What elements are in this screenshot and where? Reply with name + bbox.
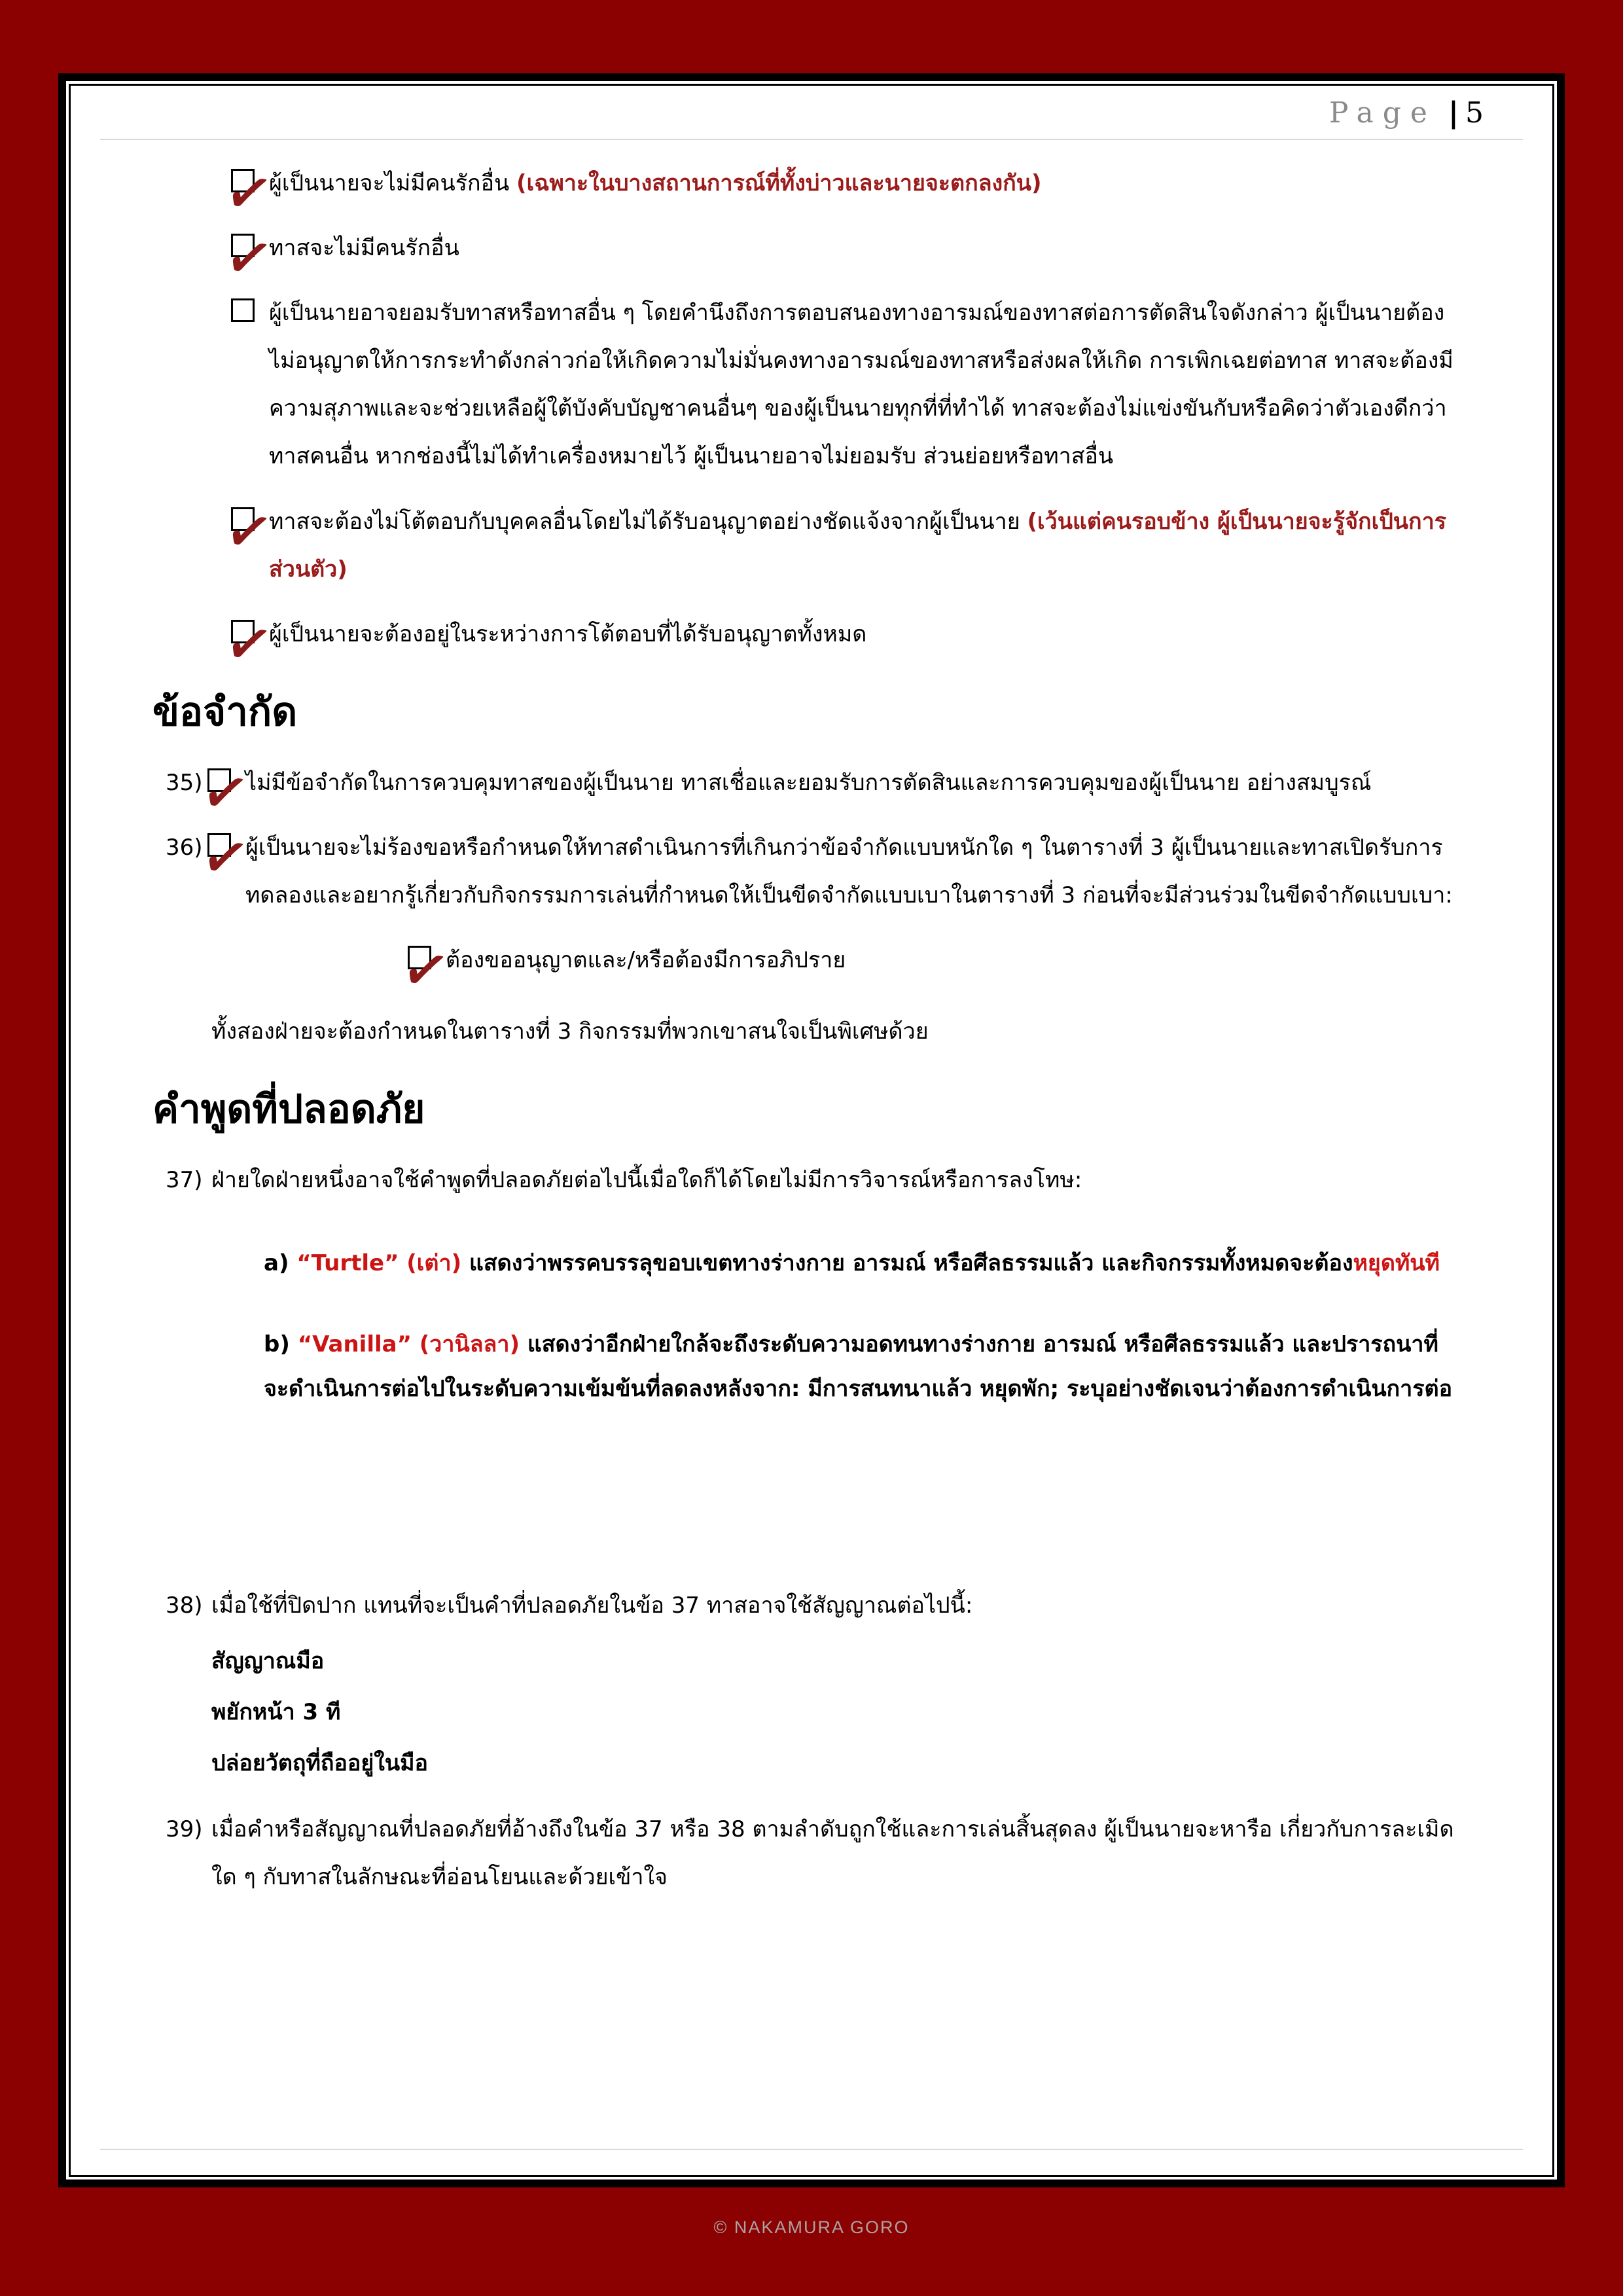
checkbox-checked[interactable] xyxy=(219,156,278,230)
checklist-item-text xyxy=(269,160,1457,207)
page-separator: | xyxy=(1448,96,1459,130)
safeword-term: “Turtle” (เต่า) xyxy=(296,1250,462,1277)
gag-signal: ปล่อยวัตถุที่ถืออยู่ในมือ xyxy=(211,1749,428,1776)
numbered-item-37 xyxy=(166,1157,1457,1204)
checklist-item-text xyxy=(269,289,1457,480)
checklist-item xyxy=(219,221,1457,295)
item-text: ทาสจะไม่มีคนรักอื่น xyxy=(269,235,459,262)
checklist-item xyxy=(231,289,1457,480)
safeword-vanilla xyxy=(264,1322,1457,1411)
item-number: 39) xyxy=(166,1816,203,1843)
limits-note: ทั้งสองฝ่ายจะต้องกำหนดในตารางที่ 3 กิจกรรมที่พวกเขาสนใจเป็นพิเศษด้วย xyxy=(211,1018,929,1045)
safeword-label: b) xyxy=(264,1331,298,1358)
checkmark-icon: ✓ xyxy=(219,607,278,681)
checkmark-icon: ✓ xyxy=(219,221,278,295)
checkmark-icon: ✓ xyxy=(219,156,278,230)
safeword-body: แสดงว่าพรรคบรรลุขอบเขตทางร่างกาย อารมณ์ หรือศีลธรรมแล้ว และกิจกรรมทั้งหมดจะต้อง xyxy=(461,1250,1353,1277)
checkmark-icon: ✓ xyxy=(396,933,455,1007)
numbered-item-36 xyxy=(166,821,1457,920)
item-number: 35) xyxy=(166,769,203,796)
checkbox-unchecked[interactable] xyxy=(231,298,255,322)
checkmark-icon: ✓ xyxy=(196,756,255,829)
item-text: เมื่อใช้ที่ปิดปาก แทนที่จะเป็นคำที่ปลอดภัยในข้อ 37 ทาสอาจใช้สัญญาณต่อไปนี้: xyxy=(211,1592,973,1619)
item-text: ผู้เป็นนายจะต้องอยู่ในระหว่างการโต้ตอบที่ได้รับอนุญาตทั้งหมด xyxy=(269,620,867,647)
checklist-item-text xyxy=(269,498,1457,594)
safeword-red-tail: หยุดทันที xyxy=(1353,1250,1440,1277)
item-red-text: (เฉพาะในบางสถานการณ์ที่ทั้งบ่าวและนายจะตกลงกัน) xyxy=(516,170,1042,196)
checkmark-icon: ✓ xyxy=(196,821,255,894)
checklist-item-text xyxy=(269,611,1457,658)
sub-checklist-item xyxy=(396,933,1457,1007)
item-text: ผู้เป็นนายจะไม่มีคนรักอื่น xyxy=(269,170,517,196)
page-frame xyxy=(58,73,1565,2187)
checkmark-icon: ✓ xyxy=(219,495,278,568)
item-text: ต้องขออนุญาตและ/หรือต้องมีการอภิปราย xyxy=(446,947,846,974)
checkbox-checked[interactable] xyxy=(219,607,278,681)
footer-rule xyxy=(100,2149,1523,2150)
item-text: ผู้เป็นนายจะไม่ร้องขอหรือกำหนดให้ทาสดำเนินการที่เกินกว่าข้อจำกัดแบบหนักใด ๆ ในตารางที่ 3 ผู้เป็นนายและทาสเปิดรับการทดลองและอยากรู้เกี่ยวกับกิจกรรมการเล่นที่กำหนดให้เป็นขีดจำกัดแบบเบาในตารางที่ 3 ก่อนที่จะมีส่วนร่วมในขีดจำกัดแบบเบา: xyxy=(245,834,1453,909)
safeword-term: “Vanilla” (วานิลลา) xyxy=(297,1331,520,1358)
checklist-item xyxy=(219,156,1457,230)
item-number: 36) xyxy=(166,834,203,861)
checklist-item-text xyxy=(269,224,1457,272)
checkbox-checked[interactable] xyxy=(396,933,455,1007)
item-text: ไม่มีข้อจำกัดในการควบคุมทาสของผู้เป็นนาย ทาสเชื่อและยอมรับการตัดสินและการควบคุมของผู้เป็นนาย อย่างสมบูรณ์ xyxy=(245,769,1372,796)
item-text: ฝ่ายใดฝ่ายหนึ่งอาจใช้คำพูดที่ปลอดภัยต่อไปนี้เมื่อใดก็ได้โดยไม่มีการวิจารณ์หรือการลงโทษ: xyxy=(211,1167,1082,1194)
gag-signal: พยักหน้า 3 ที xyxy=(211,1698,341,1725)
page xyxy=(69,84,1554,2177)
page-number: 5 xyxy=(1465,96,1484,130)
checkbox-checked[interactable] xyxy=(219,495,278,568)
checkbox-checked[interactable] xyxy=(196,821,255,894)
safeword-turtle xyxy=(264,1241,1457,1285)
page-header xyxy=(100,92,1523,140)
checkbox-checked[interactable] xyxy=(196,756,255,829)
safeword-label: a) xyxy=(264,1250,297,1277)
checklist-item xyxy=(219,495,1457,594)
checkbox-checked[interactable] xyxy=(219,221,278,295)
page-word: Page xyxy=(1329,96,1436,130)
numbered-item-35 xyxy=(166,756,1457,829)
numbered-item-39 xyxy=(166,1806,1457,1901)
checklist-item xyxy=(219,607,1457,681)
section-heading-safewords: คำพูดที่ปลอดภัย xyxy=(152,1086,425,1133)
item-number: 37) xyxy=(166,1167,203,1194)
safeword-body: แสดงว่าอีกฝ่ายใกล้จะถึงระดับความอดทนทางร่างกาย อารมณ์ หรือศีลธรรมแล้ว และปรารถนาที่จะดำเนินการต่อไปในระดับความเข้มข้นที่ลดลงหลังจาก: มีการสนทนาแล้ว หยุดพัก; ระบุอย่างชัดเจนว่าต้องการดำเนินการต่อ xyxy=(264,1331,1452,1403)
numbered-item-38 xyxy=(166,1582,1457,1630)
section-heading-limits: ข้อจำกัด xyxy=(152,689,298,735)
item-text: ผู้เป็นนายอาจยอมรับทาสหรือทาสอื่น ๆ โดยคำนึงถึงการตอบสนองทางอารมณ์ของทาสต่อการตัดสินใจดังกล่าว ผู้เป็นนายต้องไม่อนุญาตให้การกระทำดังกล่าวก่อให้เกิดความไม่มั่นคงทางอารมณ์ของทาสหรือส่งผลให้เกิด การเพิกเฉยต่อทาส ทาสจะต้องมีความสุภาพและจะช่วยเหลือผู้ใต้บังคับบัญชาคนอื่นๆ ของผู้เป็นนายทุกที่ที่ทำได้ ทาสจะต้องไม่แข่งขันกับหรือคิดว่าตัวเองดีกว่าทาสคนอื่น หากช่องนี้ไม่ได้ทำเครื่องหมายไว้ ผู้เป็นนายอาจไม่ยอมรับ ส่วนย่อยหรือทาสอื่น xyxy=(269,300,1454,470)
item-text: เมื่อคำหรือสัญญาณที่ปลอดภัยที่อ้างถึงในข้อ 37 หรือ 38 ตามลำดับถูกใช้และการเล่นสิ้นสุดลง ผู้เป็นนายจะหารือ เกี่ยวกับการละเมิดใด ๆ กับทาสในลักษณะที่อ่อนโยนและด้วยเข้าใจ xyxy=(211,1816,1454,1891)
item-text: ทาสจะต้องไม่โต้ตอบกับบุคคลอื่นโดยไม่ได้รับอนุญาตอย่างชัดแจ้งจากผู้เป็นนาย xyxy=(269,508,1027,535)
gag-signal: สัญญาณมือ xyxy=(211,1647,325,1674)
page-content xyxy=(100,140,1523,1901)
gag-signal-list xyxy=(211,1636,1457,1789)
item-red-text: (เว้นแต่คนรอบข้าง ผู้เป็นนายจะรู้จักเป็นการส่วนตัว) xyxy=(269,508,1446,583)
vertical-spacer xyxy=(166,1411,1457,1565)
item-number: 38) xyxy=(166,1592,203,1619)
copyright-footer: © NAKAMURA GORO xyxy=(713,2217,910,2237)
